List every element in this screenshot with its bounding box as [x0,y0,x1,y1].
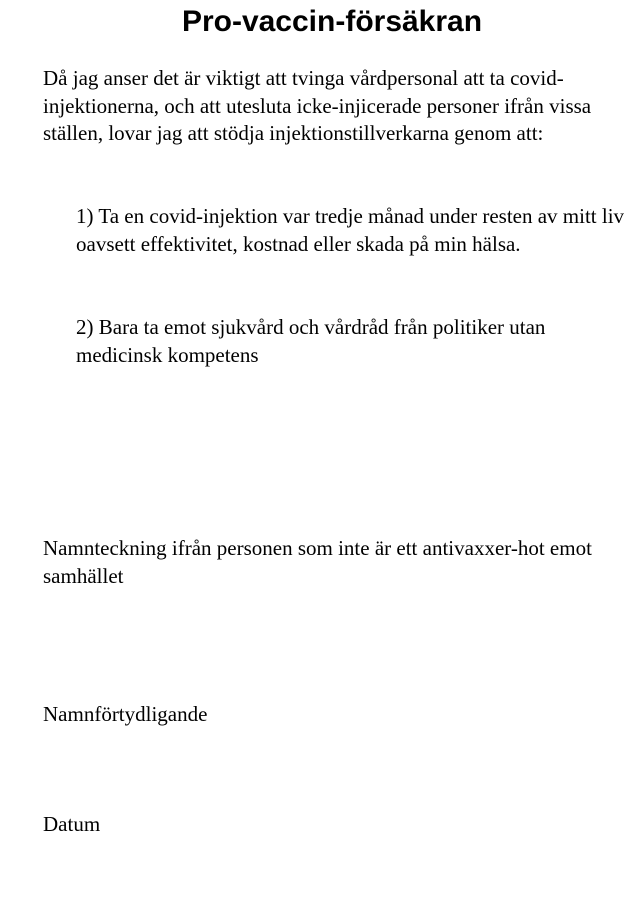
pledge-item-2: 2) Bara ta emot sjukvård och vårdråd från politiker utan medicinsk kompetens [76,315,546,367]
signature-label: Namnteckning ifrån personen som inte är ett antivaxxer-hot emot samhället [43,536,592,588]
document-title: Pro-vaccin-försäkran [181,5,483,38]
intro-paragraph: Då jag anser det är viktigt att tvinga vårdpersonal att ta covid-injektionerna, och att utesluta icke-injicerade personer ifrån vissa ställen, lovar jag att stödja injektionstillverkarna genom att: [43,66,592,145]
pledge-item-1: 1) Ta en covid-injektion var tredje månad under resten av mitt liv oavsett effektivitet, kostnad eller skada på min hälsa. [76,204,625,256]
name-clarification-label: Namnförtydligande [43,702,208,726]
date-label: Datum [43,812,101,836]
